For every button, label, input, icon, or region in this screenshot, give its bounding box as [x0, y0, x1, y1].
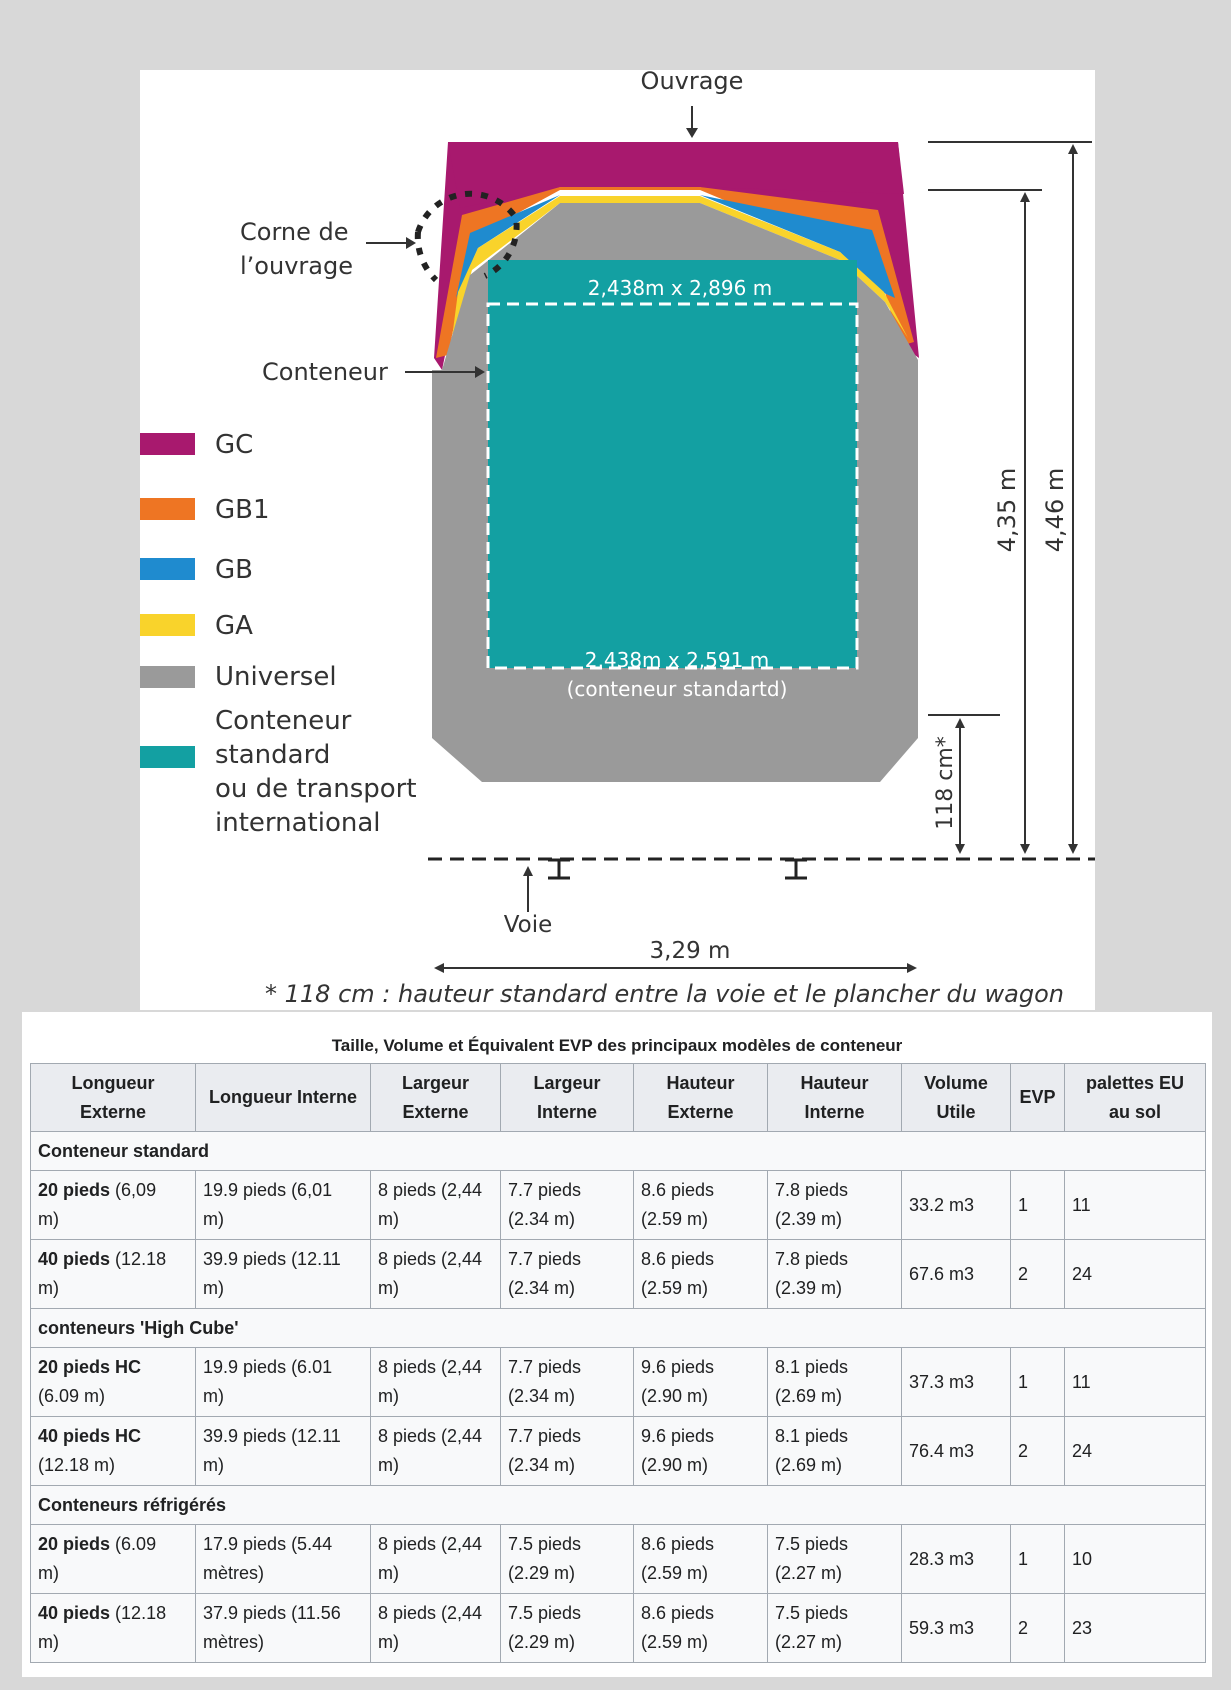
- dimension-line1: 8 pieds (2,44: [378, 1603, 483, 1623]
- cell-dimension: [634, 1171, 768, 1240]
- legend-label-conteneur-2: standard: [215, 740, 331, 770]
- header-volume-utile: Volume Utile: [902, 1064, 1011, 1132]
- header-largeur-externe: Largeur Externe: [371, 1064, 501, 1132]
- dimension-line1: 7.5 pieds: [775, 1603, 849, 1623]
- table-caption: Taille, Volume et Équivalent EVP des principaux modèles de conteneur: [331, 1036, 903, 1055]
- dimension-line1: 7.7 pieds: [508, 1180, 582, 1200]
- dimension-line2: m): [203, 1386, 224, 1406]
- dimension-line2: m): [378, 1386, 399, 1406]
- cell-dimension: [501, 1417, 634, 1486]
- dimension-line2: (2.90 m): [641, 1455, 709, 1475]
- dimension-line1: 39.9 pieds (12.11: [203, 1249, 341, 1269]
- section-title: conteneurs 'High Cube': [31, 1309, 1206, 1348]
- section-title: Conteneur standard: [31, 1132, 1206, 1171]
- cell-volume: 33.2 m3: [902, 1171, 1011, 1240]
- legend-label-gb1: GB1: [215, 495, 270, 525]
- dimension-line1: 37.9 pieds (11.56: [203, 1603, 341, 1623]
- model-length: (6,09: [110, 1180, 157, 1200]
- cell-dimension: [768, 1525, 902, 1594]
- table-row: [31, 1240, 1206, 1309]
- dimension-line2: (2.69 m): [775, 1386, 843, 1406]
- dimension-line2: (2.27 m): [775, 1632, 843, 1652]
- dimension-line1: 8 pieds (2,44: [378, 1426, 483, 1446]
- legend-swatch-universel: [140, 666, 195, 688]
- cell-pallets: 24: [1065, 1240, 1206, 1309]
- cell-evp: 1: [1011, 1348, 1065, 1417]
- label-voie: Voie: [503, 912, 553, 938]
- dimension-line2: (2.34 m): [508, 1278, 576, 1298]
- dimension-line2: m): [203, 1209, 224, 1229]
- cell-dimension: [371, 1348, 501, 1417]
- dimension-line1: 17.9 pieds (5.44: [203, 1534, 333, 1554]
- legend-label-ga: GA: [215, 611, 253, 641]
- arrowhead-118-top: [955, 718, 965, 728]
- corne-marker-lower: [418, 232, 436, 280]
- cell-dimension: [501, 1348, 634, 1417]
- dimension-line2: (2.59 m): [641, 1278, 709, 1298]
- container-table-panel: [22, 1012, 1212, 1677]
- dimension-line2: m): [378, 1563, 399, 1583]
- cell-evp: 1: [1011, 1525, 1065, 1594]
- legend-swatch-conteneur: [140, 746, 195, 768]
- dimension-line2: (2.59 m): [641, 1563, 709, 1583]
- table-row: [31, 1417, 1206, 1486]
- table-row: [31, 1525, 1206, 1594]
- model-length-cont: (6.09 m): [38, 1386, 106, 1406]
- model-name: 20 pieds: [38, 1534, 111, 1554]
- dimension-line2: (2.39 m): [775, 1209, 843, 1229]
- legend-label-conteneur-4: international: [215, 808, 381, 838]
- dimension-line1: 9.6 pieds: [641, 1426, 715, 1446]
- dimension-line1: 8.6 pieds: [641, 1603, 715, 1623]
- cell-dimension: [501, 1171, 634, 1240]
- dimension-line2: (2.27 m): [775, 1563, 843, 1583]
- dim-standard: 2,438m x 2,591 m: [584, 648, 770, 672]
- label-ouvrage: Ouvrage: [640, 70, 744, 95]
- cell-dimension: [501, 1525, 634, 1594]
- cell-model: [31, 1525, 196, 1594]
- arrowhead-corne: [406, 237, 416, 249]
- legend-swatch-gb: [140, 558, 195, 580]
- cell-dimension: [196, 1348, 371, 1417]
- legend-label-gc: GC: [215, 430, 254, 460]
- dim-label-118: 118 cm*: [933, 736, 958, 830]
- table-body: [31, 1132, 1206, 1663]
- cell-volume: 28.3 m3: [902, 1525, 1011, 1594]
- model-length: (6.09: [110, 1534, 157, 1554]
- cell-dimension: [371, 1594, 501, 1663]
- cell-dimension: [634, 1594, 768, 1663]
- cell-dimension: [371, 1525, 501, 1594]
- cell-volume: 67.6 m3: [902, 1240, 1011, 1309]
- dimension-line1: 8.6 pieds: [641, 1180, 715, 1200]
- cell-pallets: 11: [1065, 1171, 1206, 1240]
- cell-dimension: [634, 1417, 768, 1486]
- cell-model: [31, 1171, 196, 1240]
- dimension-line2: m): [378, 1278, 399, 1298]
- cell-pallets: 11: [1065, 1348, 1206, 1417]
- section-row: [31, 1486, 1206, 1525]
- cell-evp: 2: [1011, 1240, 1065, 1309]
- dimension-line1: 8 pieds (2,44: [378, 1357, 483, 1377]
- header-palettes: palettes EU au sol: [1065, 1064, 1206, 1132]
- cell-dimension: [634, 1525, 768, 1594]
- dimension-line1: 8 pieds (2,44: [378, 1534, 483, 1554]
- model-length-cont: m): [38, 1278, 59, 1298]
- cell-dimension: [196, 1594, 371, 1663]
- cell-dimension: [634, 1240, 768, 1309]
- arrowhead-435-bottom: [1020, 844, 1030, 854]
- arrowhead-width-left: [434, 963, 444, 973]
- arrowhead-435-top: [1020, 192, 1030, 202]
- table-row: [31, 1594, 1206, 1663]
- model-length-cont: (12.18 m): [38, 1455, 116, 1475]
- cell-pallets: 10: [1065, 1525, 1206, 1594]
- dimension-line2: (2.59 m): [641, 1209, 709, 1229]
- arrowhead-voie: [523, 866, 533, 876]
- cell-dimension: [768, 1240, 902, 1309]
- model-name: 40 pieds HC: [38, 1426, 142, 1446]
- cell-dimension: [371, 1417, 501, 1486]
- container-standard-outline: [488, 304, 857, 668]
- dimension-line1: 8 pieds (2,44: [378, 1180, 483, 1200]
- section-title: Conteneurs réfrigérés: [31, 1486, 1206, 1525]
- dimension-line1: 7.7 pieds: [508, 1249, 582, 1269]
- legend-swatch-gb1: [140, 498, 195, 520]
- arrowhead-ouvrage: [686, 128, 698, 138]
- dimension-line1: 8 pieds (2,44: [378, 1249, 483, 1269]
- dimension-line2: (2.34 m): [508, 1386, 576, 1406]
- cell-evp: 1: [1011, 1171, 1065, 1240]
- cell-evp: 2: [1011, 1417, 1065, 1486]
- cell-dimension: [196, 1525, 371, 1594]
- section-row: [31, 1132, 1206, 1171]
- dimension-line1: 7.8 pieds: [775, 1249, 849, 1269]
- dimension-line1: 7.7 pieds: [508, 1357, 582, 1377]
- rail-left-icon: [548, 860, 570, 878]
- cell-pallets: 23: [1065, 1594, 1206, 1663]
- cell-dimension: [768, 1594, 902, 1663]
- model-length-cont: m): [38, 1563, 59, 1583]
- dimension-line2: m): [203, 1455, 224, 1475]
- header-longueur-externe: Longueur Externe: [31, 1064, 196, 1132]
- cell-evp: 2: [1011, 1594, 1065, 1663]
- dimension-line1: 8.6 pieds: [641, 1534, 715, 1554]
- dimension-line1: 7.8 pieds: [775, 1180, 849, 1200]
- footnote: * 118 cm : hauteur standard entre la voie et le plancher du wagon: [265, 980, 1064, 1008]
- dimension-line2: (2.59 m): [641, 1632, 709, 1652]
- cell-dimension: [371, 1171, 501, 1240]
- dim-label-446: 4,46 m: [1041, 467, 1069, 553]
- cell-volume: 59.3 m3: [902, 1594, 1011, 1663]
- dim-high-cube: 2,438m x 2,896 m: [587, 276, 773, 300]
- dimension-line1: 7.5 pieds: [508, 1603, 582, 1623]
- cell-dimension: [196, 1417, 371, 1486]
- dimension-line2: (2.29 m): [508, 1632, 576, 1652]
- dimension-line1: 8.1 pieds: [775, 1357, 849, 1377]
- dimension-line2: mètres): [203, 1563, 265, 1583]
- model-name: 20 pieds: [38, 1180, 111, 1200]
- label-corne-1: Corne de: [240, 218, 349, 246]
- dimension-line1: 7.5 pieds: [775, 1534, 849, 1554]
- dimension-line2: m): [378, 1209, 399, 1229]
- header-longueur-interne: Longueur Interne: [196, 1064, 371, 1132]
- cell-model: [31, 1240, 196, 1309]
- model-name: 40 pieds: [38, 1249, 111, 1269]
- cell-model: [31, 1417, 196, 1486]
- header-hauteur-interne: Hauteur Interne: [768, 1064, 902, 1132]
- dimension-line1: 8.1 pieds: [775, 1426, 849, 1446]
- dimension-line2: (2.39 m): [775, 1278, 843, 1298]
- dim-label-435: 4,35 m: [993, 467, 1021, 553]
- label-conteneur: Conteneur: [262, 358, 388, 386]
- dimension-line2: (2.90 m): [641, 1386, 709, 1406]
- cell-dimension: [371, 1240, 501, 1309]
- label-corne-2: l’ouvrage: [240, 252, 353, 280]
- model-name: 40 pieds: [38, 1603, 111, 1623]
- dimension-line1: 39.9 pieds (12.11: [203, 1426, 341, 1446]
- arrowhead-width-right: [907, 963, 917, 973]
- dim-standard-note: (conteneur standartd): [566, 677, 788, 701]
- dimension-line1: 9.6 pieds: [641, 1357, 715, 1377]
- model-length: (12.18: [110, 1249, 167, 1269]
- model-length: (12.18: [110, 1603, 167, 1623]
- cell-dimension: [501, 1594, 634, 1663]
- cell-pallets: 24: [1065, 1417, 1206, 1486]
- cell-dimension: [196, 1171, 371, 1240]
- legend-label-conteneur-1: Conteneur: [215, 706, 352, 736]
- cell-dimension: [501, 1240, 634, 1309]
- dimension-line2: (2.34 m): [508, 1455, 576, 1475]
- header-largeur-interne: Largeur Interne: [501, 1064, 634, 1132]
- cell-volume: 76.4 m3: [902, 1417, 1011, 1486]
- dimension-line1: 19.9 pieds (6.01: [203, 1357, 333, 1377]
- dimension-line2: (2.29 m): [508, 1563, 576, 1583]
- model-length-cont: m): [38, 1632, 59, 1652]
- legend-swatch-ga: [140, 614, 195, 636]
- cell-model: [31, 1348, 196, 1417]
- cell-dimension: [768, 1348, 902, 1417]
- rail-right-icon: [785, 860, 807, 878]
- model-name: 20 pieds HC: [38, 1357, 142, 1377]
- legend-label-gb: GB: [215, 555, 253, 585]
- cell-dimension: [634, 1348, 768, 1417]
- arrowhead-446-bottom: [1068, 844, 1078, 854]
- table-row: [31, 1171, 1206, 1240]
- dimension-line2: (2.69 m): [775, 1455, 843, 1475]
- legend-swatch-gc: [140, 433, 195, 455]
- arrowhead-118-bottom: [955, 844, 965, 854]
- label-width: 3,29 m: [649, 938, 731, 964]
- dimension-line2: m): [378, 1455, 399, 1475]
- arrowhead-446-top: [1068, 144, 1078, 154]
- legend-label-universel: Universel: [215, 662, 337, 692]
- dimension-line1: 8.6 pieds: [641, 1249, 715, 1269]
- cell-dimension: [196, 1240, 371, 1309]
- model-length-cont: m): [38, 1209, 59, 1229]
- header-evp: EVP: [1011, 1064, 1065, 1132]
- cell-dimension: [768, 1171, 902, 1240]
- dimension-line1: 19.9 pieds (6,01: [203, 1180, 333, 1200]
- gauge-diagram: [140, 70, 1095, 1010]
- dimension-line2: (2.34 m): [508, 1209, 576, 1229]
- dimension-line2: mètres): [203, 1632, 265, 1652]
- cell-model: [31, 1594, 196, 1663]
- dimension-line2: m): [203, 1278, 224, 1298]
- header-row: [31, 1064, 1206, 1132]
- dimension-line1: 7.7 pieds: [508, 1426, 582, 1446]
- dimension-line2: m): [378, 1632, 399, 1652]
- gauge-diagram-svg: [140, 70, 1095, 1010]
- legend-label-conteneur-3: ou de transport: [215, 774, 417, 804]
- container-table: [30, 1063, 1206, 1663]
- cell-dimension: [768, 1417, 902, 1486]
- section-row: [31, 1309, 1206, 1348]
- header-hauteur-externe: Hauteur Externe: [634, 1064, 768, 1132]
- table-row: [31, 1348, 1206, 1417]
- cell-volume: 37.3 m3: [902, 1348, 1011, 1417]
- dimension-line1: 7.5 pieds: [508, 1534, 582, 1554]
